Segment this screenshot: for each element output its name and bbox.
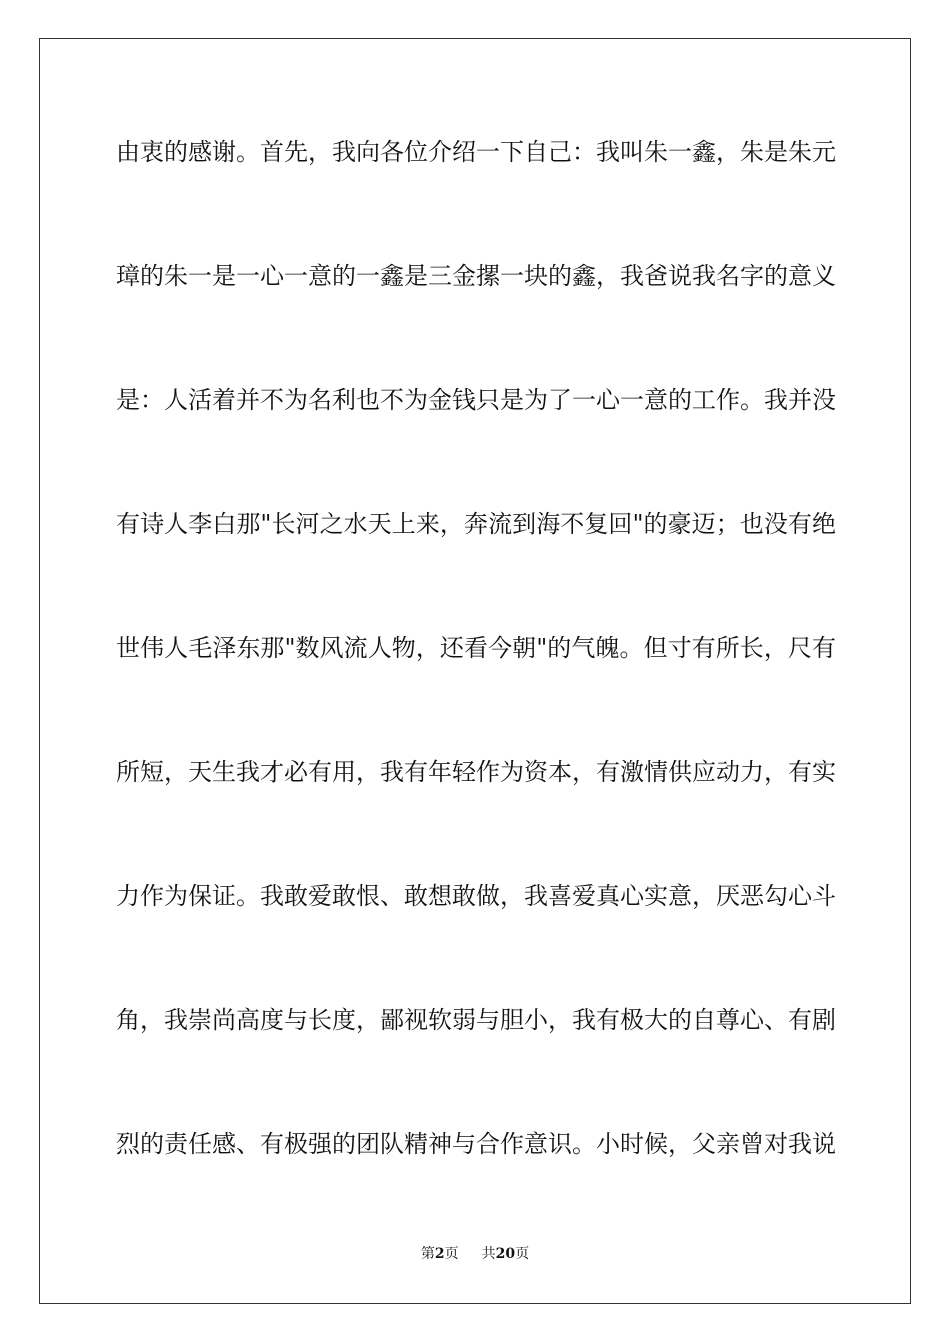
total-page-count: 20: [495, 1246, 516, 1262]
text-line: 所短，天生我才必有用，我有年轻作为资本，有激情供应动力，有实: [116, 758, 836, 786]
total-pages-indicator: [482, 1244, 529, 1264]
total-suffix: 页: [515, 1246, 530, 1262]
page-prefix: 第: [420, 1246, 435, 1262]
text-line: 璋的朱一是一心一意的一鑫是三金摞一块的鑫，我爸说我名字的意义: [116, 262, 836, 290]
page-footer: [0, 1244, 950, 1264]
text-line: 力作为保证。我敢爱敢恨、敢想敢做，我喜爱真心实意，厌恶勾心斗: [116, 882, 836, 910]
text-line: 有诗人李白那"长河之水天上来，奔流到海不复回"的豪迈；也没有绝: [116, 510, 836, 538]
total-prefix: 共: [481, 1246, 496, 1262]
page-suffix: 页: [444, 1246, 459, 1262]
text-line: 由衷的感谢。首先，我向各位介绍一下自己：我叫朱一鑫，朱是朱元: [116, 138, 836, 166]
page-border: [39, 38, 911, 1304]
text-line: 烈的责任感、有极强的团队精神与合作意识。小时候，父亲曾对我说: [116, 1130, 836, 1158]
text-line: 世伟人毛泽东那"数风流人物，还看今朝"的气魄。但寸有所长，尺有: [116, 634, 836, 662]
page-number: 2: [434, 1246, 445, 1262]
page-indicator: [421, 1244, 459, 1264]
text-line: 角，我崇尚高度与长度，鄙视软弱与胆小，我有极大的自尊心、有剧: [116, 1006, 836, 1034]
text-line: 是：人活着并不为名利也不为金钱只是为了一心一意的工作。我并没: [116, 386, 836, 414]
